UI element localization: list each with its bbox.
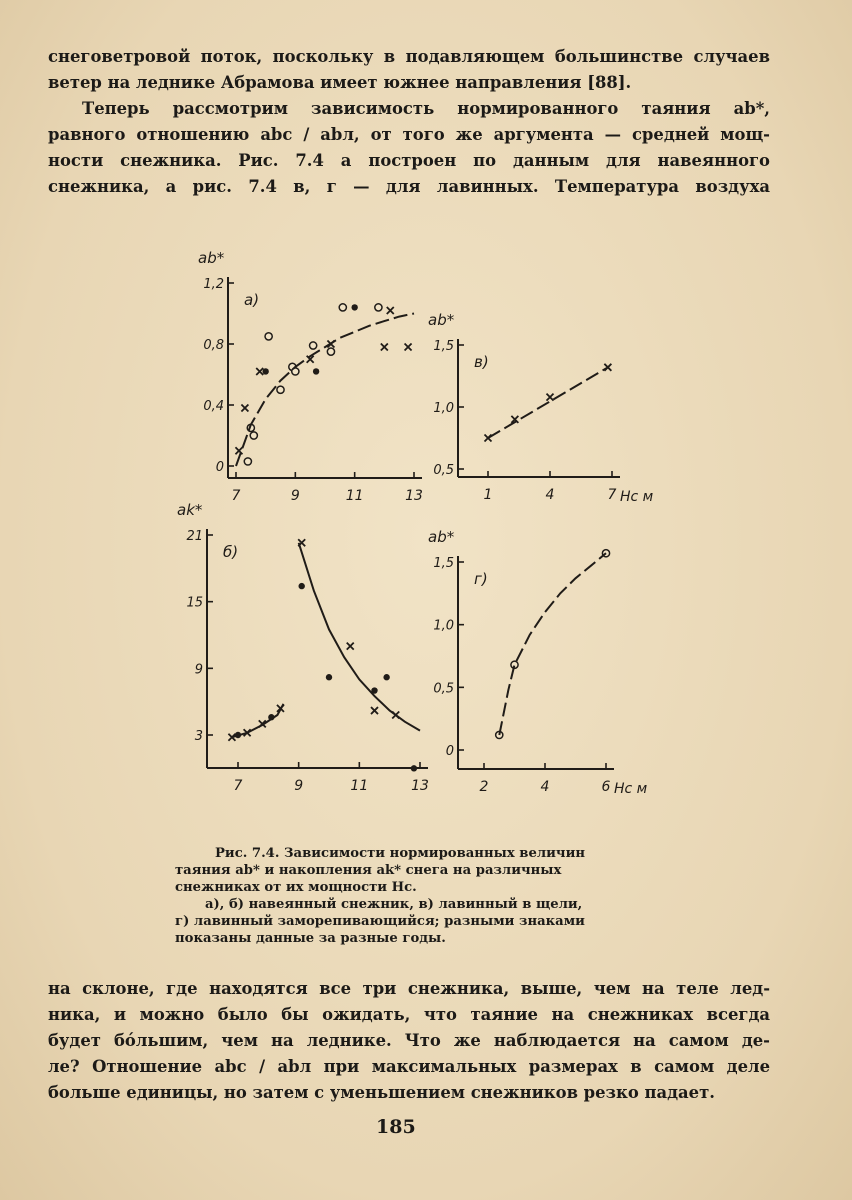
text-line: ности снежника. Рис. 7.4 а построен по данным для навеянного (48, 151, 770, 170)
text-line: ника, и можно было бы ожидать, что таяние на снежниках всегда (48, 1005, 770, 1024)
text-line: равного отношению abс / abл, от того же аргумента — средней мощ- (48, 125, 770, 144)
text-line: снежника, а рис. 7.4 в, г — для лавинных. Температура воздуха (48, 177, 770, 196)
y-tick-label: 0,8 (203, 338, 224, 353)
x-tick-label: 1 (483, 487, 493, 503)
fit-curve (236, 314, 414, 467)
y-tick-label: 0,4 (203, 399, 224, 414)
text-line: больше единицы, но затем с уменьшением снежников резко падает. (48, 1083, 715, 1102)
text-line: на склоне, где находятся все три снежника, выше, чем на теле лед- (48, 979, 770, 998)
cross-point (371, 707, 378, 714)
y-axis-label: ab* (428, 311, 455, 329)
circle-point (277, 386, 284, 393)
page-number: 185 (376, 1116, 416, 1138)
x-tick-label: 13 (411, 778, 429, 794)
caption-legend-line: г) лавинный заморепивающийся; разными знаками (175, 914, 585, 929)
x-tick-label: 7 (231, 488, 241, 504)
chart-panel-0 (198, 249, 423, 504)
cross-point (241, 405, 248, 412)
x-axis-label: Нс м (620, 489, 654, 505)
x-tick-label: 9 (294, 778, 304, 794)
text-line: ветер на леднике Абрамова имеет южнее направления [88]. (48, 73, 632, 92)
caption-legend-line: показаны данные за разные годы. (175, 931, 446, 946)
circle-point (375, 304, 382, 311)
circle-point (327, 348, 334, 355)
cross-point (387, 307, 394, 314)
panel-label: б) (223, 543, 239, 561)
x-tick-label: 11 (350, 778, 369, 794)
fit-curve (232, 704, 284, 737)
y-tick-label: 21 (186, 529, 203, 544)
figure-caption (175, 845, 635, 947)
text-line: Теперь рассмотрим зависимость нормированного таяния ab*, (82, 99, 770, 118)
y-tick-label: 9 (194, 662, 203, 678)
x-tick-label: 13 (405, 488, 423, 504)
y-axis-label: ab* (428, 528, 455, 546)
x-tick-label: 6 (601, 779, 611, 795)
x-tick-label: 7 (233, 778, 243, 794)
y-tick-label: 3 (194, 729, 203, 744)
circle-point (310, 342, 317, 349)
cross-point (347, 643, 354, 650)
y-tick-label: 1,2 (203, 277, 224, 292)
x-axis-label: Нс м (614, 781, 648, 797)
x-tick-label: 4 (545, 487, 555, 503)
y-axis-label: ak* (177, 501, 203, 519)
y-tick-label: 1,0 (433, 618, 454, 634)
y-tick-label: 15 (186, 595, 203, 611)
cross-point (547, 394, 554, 401)
fit-curve (488, 367, 608, 438)
x-tick-label: 2 (479, 779, 489, 795)
dot-point (383, 674, 389, 680)
y-tick-label: 0 (445, 744, 454, 759)
dot-point (326, 674, 332, 680)
x-tick-label: 7 (607, 487, 617, 503)
text-line: ле? Отношение abс / abл при максимальных размерах в самом деле (48, 1057, 770, 1076)
circle-point (339, 304, 346, 311)
y-tick-label: 0 (215, 460, 224, 475)
cross-point (405, 344, 412, 351)
y-tick-label: 1,0 (433, 401, 454, 416)
chart-panel-2 (177, 501, 429, 794)
y-tick-label: 0,5 (433, 463, 454, 478)
text-line: снеговетровой поток, поскольку в подавляющем большинстве случаев (48, 47, 770, 66)
y-axis-label: ab* (198, 249, 225, 267)
y-tick-label: 0,5 (433, 681, 454, 697)
panel-label: а) (244, 291, 260, 309)
text-line: будет бóльшим, чем на леднике. Что же наблюдается на самом де- (48, 1031, 770, 1050)
panel-label: г) (474, 570, 488, 588)
chart-panel-1 (428, 311, 654, 505)
x-tick-label: 9 (290, 488, 300, 504)
cross-point (256, 368, 263, 375)
dot-point (299, 583, 305, 589)
circle-point (244, 458, 251, 465)
y-tick-label: 1,5 (433, 556, 454, 571)
dot-point (411, 765, 417, 771)
y-tick-label: 1,5 (433, 339, 454, 354)
dot-point (351, 304, 357, 310)
caption-legend-line: а), б) навеянный снежник, в) лавинный в щели, (205, 897, 583, 912)
x-tick-label: 4 (540, 779, 550, 795)
text-block-bottom (48, 976, 770, 1106)
dot-point (313, 368, 319, 374)
fit-curve (299, 543, 420, 731)
cross-point (381, 344, 388, 351)
chart-panel-3 (428, 528, 648, 797)
caption-title-line: таяния ab* и накопления ak* снега на различных (175, 863, 562, 878)
panel-label: в) (474, 353, 489, 371)
x-tick-label: 11 (345, 488, 364, 504)
circle-point (250, 432, 257, 439)
fit-curve (499, 553, 606, 735)
caption-title-line: снежниках от их мощности Нс. (175, 880, 417, 895)
caption-title-line: Рис. 7.4. Зависимости нормированных величин (215, 846, 585, 861)
dot-point (262, 368, 268, 374)
circle-point (265, 333, 272, 340)
